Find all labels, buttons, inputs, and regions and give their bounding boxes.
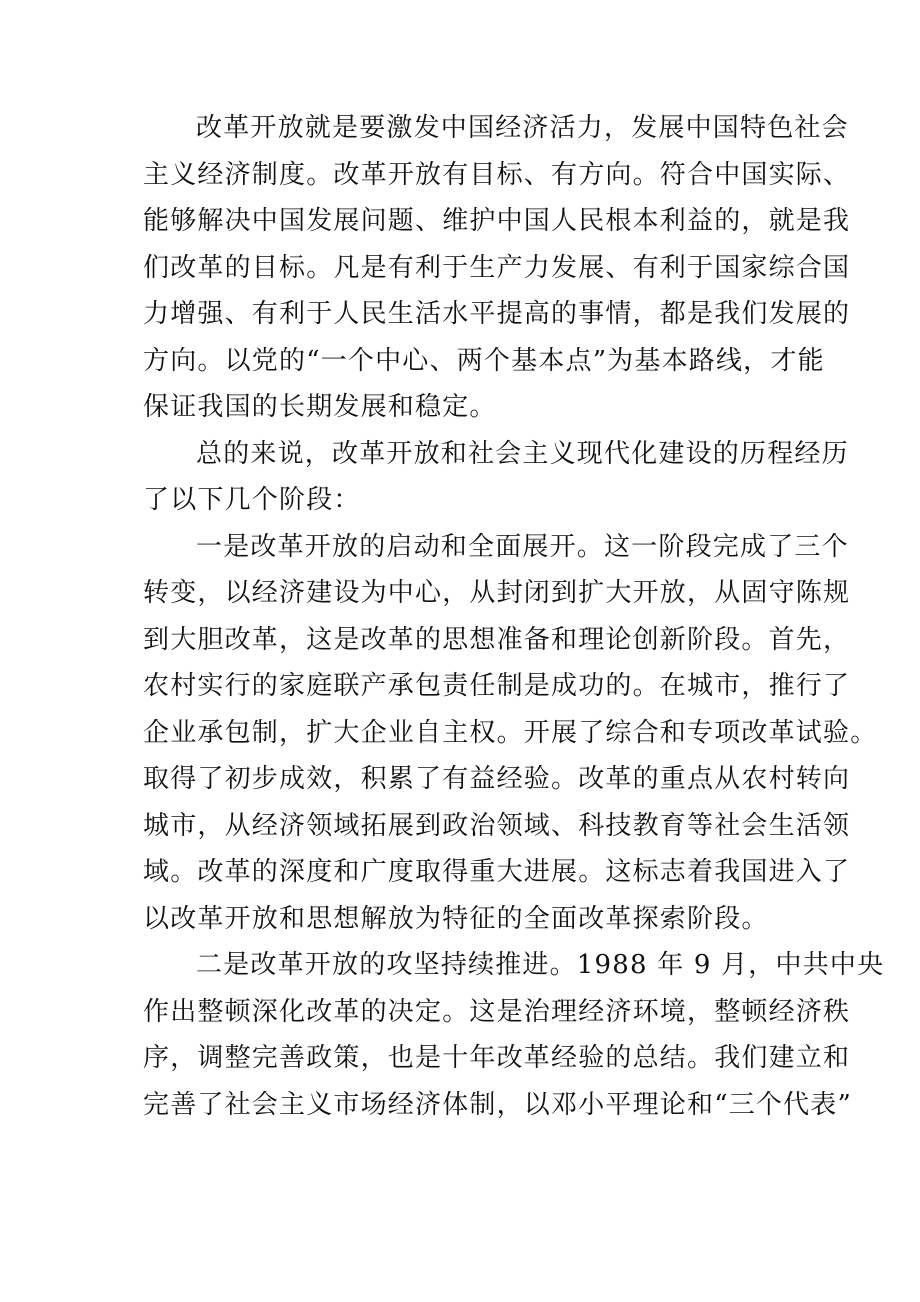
- text-line: 力增强、有利于人民生活水平提高的事情，都是我们发展的: [143, 299, 851, 329]
- text-line: 转变，以经济建设为中心，从封闭到扩大开放，从固守陈规: [143, 578, 851, 608]
- text-line: 企业承包制，扩大企业自主权。开展了综合和专项改革试验。: [143, 717, 878, 748]
- text-line: 序，调整完善政策，也是十年改革经验的总结。我们建立和: [143, 1043, 851, 1073]
- text-line: 二是改革开放的攻坚持续推进。1988 年 9 月，中共中央: [196, 950, 885, 980]
- text-line: 一是改革开放的启动和全面展开。这一阶段完成了三个: [196, 531, 849, 562]
- text-line: 城市，从经济领域拓展到政治领域、科技教育等社会生活领: [143, 810, 851, 841]
- document-body: [143, 105, 885, 1128]
- text-line: 方向。以党的“一个中心、两个基本点”为基本路线，才能: [143, 345, 825, 376]
- text-line: 改革开放就是要激发中国经济活力，发展中国特色社会: [196, 113, 849, 143]
- text-line: 保证我国的长期发展和稳定。: [143, 392, 497, 422]
- text-line: 农村实行的家庭联产承包责任制是成功的。在城市，推行了: [143, 671, 851, 701]
- text-line: 了以下几个阶段：: [143, 485, 361, 515]
- text-line: 域。改革的深度和广度取得重大进展。这标志着我国进入了: [143, 857, 851, 887]
- text-line: 作出整顿深化改革的决定。这是治理经济环境，整顿经济秩: [143, 996, 851, 1027]
- paragraph-stage-one: [143, 524, 878, 943]
- text-line: 到大胆改革，这是改革的思想准备和理论创新阶段。首先，: [143, 624, 851, 655]
- paragraph-reform-goals: [143, 105, 851, 431]
- paragraph-stages-intro: [143, 431, 849, 524]
- text-line: 以改革开放和思想解放为特征的全面改革探索阶段。: [143, 903, 769, 934]
- paragraph-stage-two: [143, 942, 885, 1128]
- text-line: 能够解决中国发展问题、维护中国人民根本利益的，就是我: [143, 206, 851, 236]
- text-line: 总的来说，改革开放和社会主义现代化建设的历程经历: [196, 438, 849, 469]
- text-line: 们改革的目标。凡是有利于生产力发展、有利于国家综合国: [143, 252, 851, 283]
- text-line: 完善了社会主义市场经济体制，以邓小平理论和“三个代表”: [143, 1089, 852, 1120]
- text-line: 取得了初步成效，积累了有益经验。改革的重点从农村转向: [143, 764, 851, 794]
- text-line: 主义经济制度。改革开放有目标、有方向。符合中国实际、: [143, 159, 851, 190]
